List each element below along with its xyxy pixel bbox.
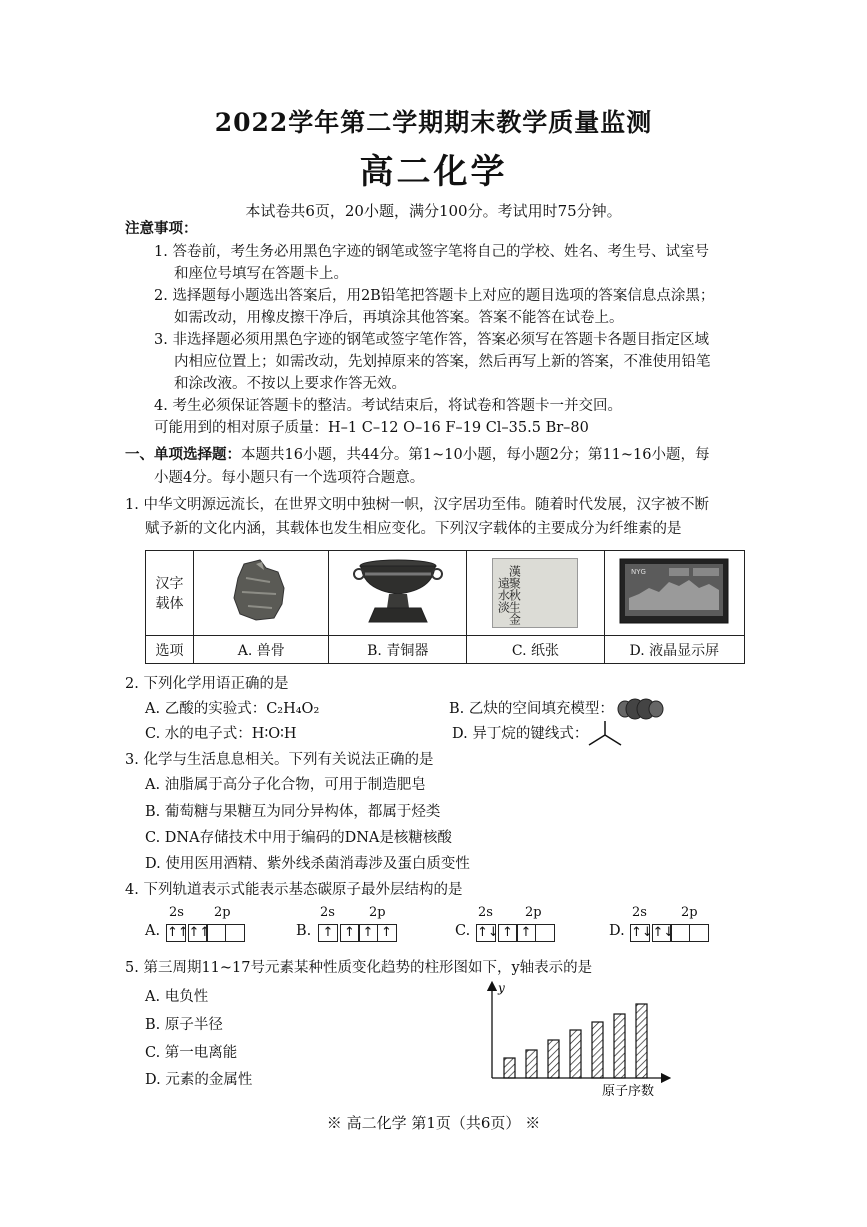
note-line: 4. 考生必须保证答题卡的整洁。考试结束后，将试卷和答题卡一并交回。 bbox=[154, 398, 622, 414]
q4-orbital-c: ↑↓ ↑ ↑ bbox=[476, 924, 555, 942]
page-footer: ※ 高二化学 第1页（共6页） ※ bbox=[326, 1114, 541, 1132]
q1-stem-line1: 1. 中华文明源远流长，在世界文明中独树一帜，汉字居功至伟。随着时代发展，汉字被不断 bbox=[125, 497, 709, 513]
q5-option-c: C. 第一电离能 bbox=[145, 1045, 238, 1061]
exam-title: 2022学年第二学期期末教学质量监测 bbox=[214, 108, 653, 137]
lcd-screen-image bbox=[619, 558, 729, 624]
section1-line1 bbox=[125, 444, 710, 466]
q3-option-a: A. 油脂属于高分子化合物，可用于制造肥皂 bbox=[145, 777, 426, 793]
note-line: 3. 非选择题必须用黑色字迹的钢笔或签字笔作答，答案必须写在答题卡各题目指定区域 bbox=[154, 332, 709, 348]
bar-17 bbox=[636, 1004, 647, 1078]
section1-heading: 一、单项选择题： bbox=[125, 446, 241, 463]
calligraphy-paper-image: 漢聚秋生金遠水淡 bbox=[492, 558, 578, 628]
q4-letter-d: D. bbox=[609, 923, 625, 939]
q4-orbital-a: ↑↑ ↑↑ bbox=[166, 924, 245, 942]
subject-title: 高二化学 bbox=[359, 152, 508, 192]
oracle-bone-image bbox=[226, 558, 296, 624]
q5-option-a: A. 电负性 bbox=[145, 989, 209, 1005]
q2-option-a: A. 乙酸的实验式：C₂H₄O₂ bbox=[145, 701, 320, 717]
bar-14 bbox=[570, 1030, 581, 1078]
section1-line2: 小题4分。每小题只有一个选项符合题意。 bbox=[154, 470, 425, 486]
option-d: D. 液晶显示屏 bbox=[604, 636, 744, 664]
isobutane-skeletal-image bbox=[586, 719, 632, 749]
notes-heading: 注意事项： bbox=[125, 220, 198, 237]
x-axis-label: 原子序数 bbox=[602, 1084, 655, 1099]
note-line: 2. 选择题每小题选出答案后，用2B铅笔把答题卡上对应的题目选项的答案信息点涂黑； bbox=[154, 288, 715, 304]
q4-letter-a: A. bbox=[145, 923, 161, 939]
q5-option-d: D. 元素的金属性 bbox=[145, 1072, 253, 1088]
bar-16 bbox=[614, 1014, 625, 1078]
note-line: 1. 答卷前，考生务必用黑色字迹的钢笔或签字笔将自己的学校、姓名、考生号、试室号 bbox=[154, 244, 709, 260]
image-paper bbox=[467, 551, 605, 636]
y-axis-label: y bbox=[498, 981, 505, 995]
q2-option-d: D. 异丁烷的键线式： bbox=[452, 726, 589, 742]
q4-2s-label: 2s bbox=[169, 905, 184, 920]
acetylene-model-image bbox=[615, 698, 665, 720]
q4-letter-c: C. bbox=[455, 923, 471, 939]
exam-intro: 本试卷共6页，20小题，满分100分。考试用时75分钟。 bbox=[245, 202, 622, 220]
image-lcd bbox=[604, 551, 744, 636]
bar-11 bbox=[504, 1058, 515, 1078]
q2-stem: 2. 下列化学用语正确的是 bbox=[125, 676, 289, 692]
bronze-vessel-image bbox=[353, 556, 443, 626]
option-a: A. 兽骨 bbox=[194, 636, 329, 664]
q4-2p-label: 2p bbox=[369, 905, 386, 920]
q5-option-b: B. 原子半径 bbox=[145, 1017, 223, 1033]
q4-stem: 4. 下列轨道表示式能表示基态碳原子最外层结构的是 bbox=[125, 882, 463, 898]
carrier-table bbox=[145, 550, 745, 664]
q2-option-c: C. 水的电子式：H∶O∶H bbox=[145, 726, 297, 742]
image-bronze bbox=[329, 551, 467, 636]
note-line: 和座位号填写在答题卡上。 bbox=[174, 266, 348, 282]
row-label-option: 选项 bbox=[146, 636, 194, 664]
q5-stem: 5. 第三周期11~17号元素某种性质变化趋势的柱形图如下，y轴表示的是 bbox=[125, 960, 593, 976]
image-bone bbox=[194, 551, 329, 636]
q1-stem-line2: 赋予新的文化内涵，其载体也发生相应变化。下列汉字载体的主要成分为纤维素的是 bbox=[145, 521, 682, 537]
trend-bar-chart bbox=[480, 978, 680, 1100]
q4-2p-label: 2p bbox=[681, 905, 698, 920]
atomic-mass-line: 可能用到的相对原子质量：H–1 C–12 O–16 F–19 Cl–35.5 Br–80 bbox=[154, 420, 589, 436]
q4-2s-label: 2s bbox=[320, 905, 335, 920]
q4-2p-label: 2p bbox=[525, 905, 542, 920]
q4-letter-b: B. bbox=[296, 923, 312, 939]
bar-13 bbox=[548, 1040, 559, 1078]
q4-orbital-d: ↑↓ ↑↓ bbox=[630, 924, 709, 942]
q3-stem: 3. 化学与生活息息相关。下列有关说法正确的是 bbox=[125, 752, 434, 768]
q4-2p-label: 2p bbox=[214, 905, 231, 920]
svg-text:NYG: NYG bbox=[631, 568, 647, 576]
section1-text: 本题共16小题，共44分。第1~10小题，每小题2分；第11~16小题，每 bbox=[241, 447, 710, 463]
q4-2s-label: 2s bbox=[478, 905, 493, 920]
note-line: 如需改动，用橡皮擦干净后，再填涂其他答案。答案不能答在试卷上。 bbox=[174, 310, 624, 326]
bar-15 bbox=[592, 1022, 603, 1078]
option-c: C. 纸张 bbox=[467, 636, 605, 664]
note-line: 内相应位置上；如需改动，先划掉原来的答案，然后再写上新的答案，不准使用铅笔 bbox=[174, 354, 711, 370]
row-label-carrier: 汉字 载体 bbox=[146, 551, 194, 636]
q4-2s-label: 2s bbox=[632, 905, 647, 920]
q3-option-b: B. 葡萄糖与果糖互为同分异构体，都属于烃类 bbox=[145, 804, 441, 820]
option-b: B. 青铜器 bbox=[329, 636, 467, 664]
q4-orbital-b: ↑ ↑ ↑ ↑ bbox=[318, 924, 397, 942]
q3-option-c: C. DNA存储技术中用于编码的DNA是核糖核酸 bbox=[145, 830, 452, 846]
q2-option-b: B. 乙炔的空间填充模型： bbox=[449, 701, 614, 717]
q3-option-d: D. 使用医用酒精、紫外线杀菌消毒涉及蛋白质变性 bbox=[145, 856, 470, 872]
note-line: 和涂改液。不按以上要求作答无效。 bbox=[174, 376, 406, 392]
bar-12 bbox=[526, 1050, 537, 1078]
